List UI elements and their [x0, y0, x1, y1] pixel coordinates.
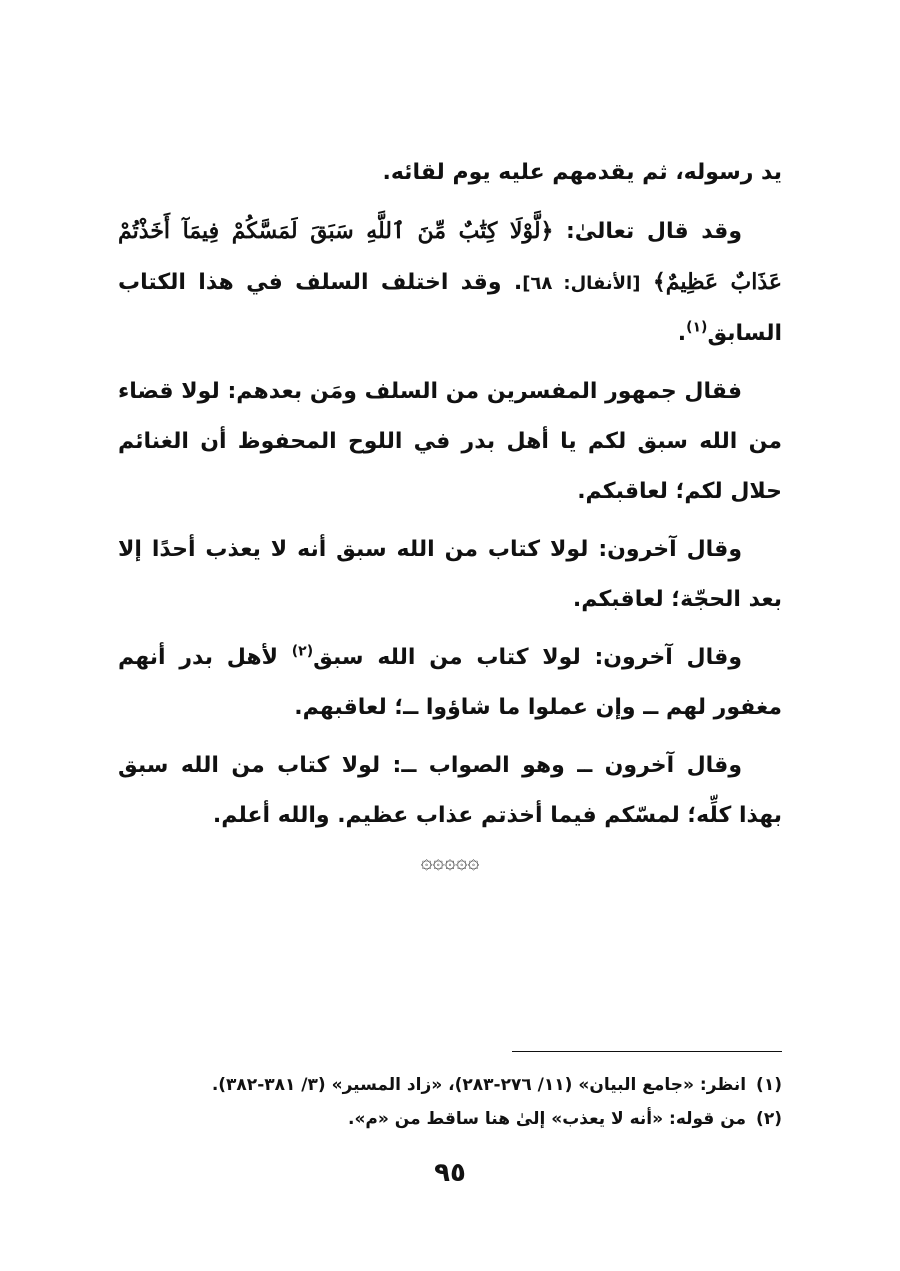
page-body — [118, 148, 782, 873]
paragraph-1-suffix: . وقد اختلف السلف في هذا الكتاب السابق — [118, 270, 782, 346]
footnote-1-text: انظر: «جامع البيان» (١١/ ٢٧٦-٢٨٣)، «زاد المسير» (٣/ ٣٨١-٣٨٢). — [211, 1075, 747, 1095]
verse-reference: [الأنفال: ٦٨] — [522, 273, 641, 294]
paragraph-1-prefix: وقد قال تعالىٰ: — [553, 219, 742, 244]
paragraph-1-end: . — [677, 321, 687, 346]
footnote-2-number: (٢) — [756, 1109, 782, 1129]
paragraph-4-part-b: لأهل بدر أنهم مغفور لهم ــ وإن عملوا ما شاؤوا ــ؛ لعاقبهم. — [118, 645, 782, 720]
page-number: ٩٥ — [434, 1158, 466, 1188]
footnote-marker-2[interactable]: (٢) — [291, 643, 314, 660]
paragraph-4-part-a: وقال آخرون: لولا كتاب من الله سبق — [313, 645, 742, 670]
paragraph-2: فقال جمهور المفسرين من السلف ومَن بعدهم: لولا قضاء من الله سبق لكم يا أهل بدر في اللوح المحفوظ أن الغنائم حلال لكم؛ لعاقبكم. — [118, 379, 782, 504]
footnote-1-number: (١) — [756, 1075, 782, 1095]
paragraph-3: وقال آخرون: لولا كتاب من الله سبق أنه لا يعذب أحدًا إلا بعد الحجّة؛ لعاقبكم. — [118, 537, 782, 612]
paragraph-1 — [118, 206, 782, 359]
footnote-2 — [118, 1102, 782, 1136]
quran-verse: ﴿لَّوْلَا كِتَٰبٌ مِّنَ ٱللَّهِ سَبَقَ لَمَسَّكُمْ فِيمَآ أَخَذْتُمْ عَذَابٌ عَظِيمٌ﴾ — [118, 218, 782, 295]
footnote-1 — [118, 1068, 782, 1102]
footnote-marker-1[interactable]: (١) — [686, 319, 708, 336]
paragraph-0: يد رسوله، ثم يقدمهم عليه يوم لقائه. — [382, 160, 782, 185]
section-ornament: ۞۞۞۞۞ — [420, 849, 480, 873]
footnote-2-text: من قوله: «أنه لا يعذب» إلىٰ هنا ساقط من «م». — [347, 1109, 747, 1129]
footnotes — [118, 1068, 782, 1136]
footnote-divider — [512, 1051, 782, 1052]
paragraph-5: وقال آخرون ــ وهو الصواب ــ: لولا كتاب من الله سبق بهذا كلِّه؛ لمسّكم فيما أخذتم عذاب عظيم. والله أعلم. — [118, 753, 782, 828]
paragraph-4 — [118, 633, 782, 733]
